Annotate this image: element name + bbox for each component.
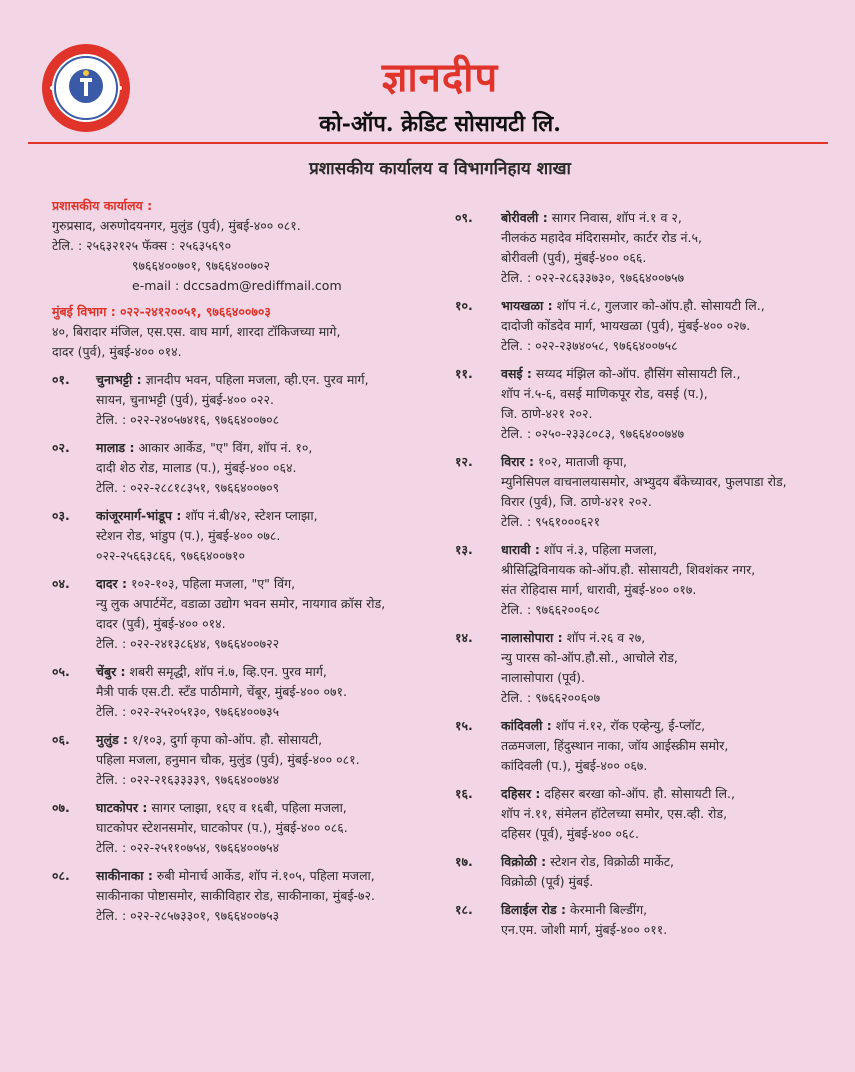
branch-address-line: [501, 540, 850, 560]
branch-number: १४.: [455, 630, 473, 645]
branch-address-text: दहिसर बरखा को-ऑप. हौ. सोसायटी लि.,: [544, 786, 735, 801]
admin-line: ९७६६४००७०१, ९७६६४००७०२: [132, 258, 270, 273]
branch-number: ०४.: [52, 576, 70, 591]
section-title: प्रशासकीय कार्यालय व विभागनिहाय शाखा: [309, 159, 571, 179]
branch-address-line: स्टेशन रोड, भांडुप (प.), मुंबई-४०० ०७८.: [96, 528, 281, 543]
branch-address-line: [501, 364, 850, 384]
branch-address-text: सागर प्लाझा, १६ए व १६बी, पहिला मजला,: [151, 800, 347, 815]
branch-address-text: सागर निवास, शॉप नं.१ व २,: [551, 210, 682, 225]
branch-entry: [455, 540, 850, 620]
branch-address-line: [501, 900, 850, 920]
branch-address-line: शॉप नं.५-६, वसई माणिकपूर रोड, वसई (प.),: [501, 386, 708, 401]
header-divider: [28, 142, 828, 144]
branch-address-line: टेलि. : ०२२-२८८१८३५१, ९७६६४००७०९: [96, 480, 280, 495]
branch-address-line: टेलि. : ०२२-२८५७३३०१, ९७६६४००७५३: [96, 908, 280, 923]
branch-address-line: [501, 628, 850, 648]
branch-entry: [52, 506, 442, 566]
branch-address-line: [96, 866, 442, 886]
branch-name: बोरीवली :: [501, 210, 548, 225]
mumbai-line: दादर (पुर्व), मुंबई-४०० ०१४.: [52, 344, 182, 359]
branch-address-text: सय्यद मंझिल को-ऑप. हौसिंग सोसायटी लि.,: [535, 366, 741, 381]
branch-address-text: १०२, माताजी कृपा,: [538, 454, 627, 469]
branch-entry: [455, 900, 850, 940]
society-seal-logo: [40, 42, 132, 134]
branch-address-line: टेलि. : ९५६१०००६२१: [501, 514, 601, 529]
branch-number: १७.: [455, 854, 473, 869]
branch-entry: [52, 370, 442, 430]
branch-address-text: शॉप नं.बी/४२, स्टेशन प्लाझा,: [185, 508, 318, 523]
mumbai-division-heading: मुंबई विभाग : ०२२-२४१२००५१, ९७६६४००७०३: [52, 304, 271, 319]
branch-address-line: टेलि. : ०२२-२४१३८६४४, ९७६६४००७२२: [96, 636, 280, 651]
branch-address: [501, 208, 850, 288]
branch-address-line: [501, 784, 850, 804]
page-title: ज्ञानदीप: [381, 54, 499, 101]
branch-address-text: स्टेशन रोड, विक्रोळी मार्केट,: [550, 854, 674, 869]
branch-number: १५.: [455, 718, 473, 733]
branch-name: चुनाभट्टी :: [96, 372, 142, 387]
branch-address-line: संत रोहिदास मार्ग, धारावी, मुंबई-४०० ०१७.: [501, 582, 697, 597]
branch-address: [96, 662, 442, 722]
branch-number: ०१.: [52, 372, 70, 387]
branch-entry: [52, 866, 442, 926]
branch-number: ०६.: [52, 732, 70, 747]
left-branch-list: [52, 370, 442, 926]
branch-address-line: नीलकंठ महादेव मंदिरासमोर, कार्टर रोड नं.५,: [501, 230, 702, 245]
branch-address: [501, 628, 850, 708]
branch-entry: [455, 784, 850, 844]
branch-address: [501, 852, 850, 892]
branch-number: ०३.: [52, 508, 70, 523]
branch-address-line: टेलि. : ०२२-२१६३३३३९, ९७६६४००७४४: [96, 772, 280, 787]
branch-address: [501, 364, 850, 444]
branch-address-line: मैत्री पार्क एस.टी. स्टँड पाठीमागे, चेंबूर, मुंबई-४०० ०७१.: [96, 684, 348, 699]
branch-address: [96, 730, 442, 790]
branch-address-line: [96, 662, 442, 682]
branch-entry: [52, 662, 442, 722]
branch-address-text: आकार आर्केड, "ए" विंग, शॉप नं. १०,: [138, 440, 313, 455]
branch-address-line: नालासोपारा (पूर्व).: [501, 670, 586, 685]
branch-address: [96, 866, 442, 926]
branch-entry: [455, 208, 850, 288]
branch-address-line: न्यु लुक अपार्टमेंट, वडाळा उद्योग भवन समोर, नायगाव क्रॉस रोड,: [96, 596, 386, 611]
branch-address-text: १०२-१०३, पहिला मजला, "ए" विंग,: [130, 576, 296, 591]
branch-address-text: शॉप नं.८, गुलजार को-ऑप.हौ. सोसायटी लि.,: [556, 298, 765, 313]
branch-entry: [455, 452, 850, 532]
branch-address-line: [96, 574, 442, 594]
branch-address-line: तळमजला, हिंदुस्थान नाका, जॉय आईस्क्रीम समोर,: [501, 738, 729, 753]
branch-address-line: म्युनिसिपल वाचनालयासमोर, अभ्युदय बँकेच्यावर, फुलपाडा रोड,: [501, 474, 787, 489]
branch-address-line: बोरीवली (पुर्व), मुंबई-४०० ०६६.: [501, 250, 647, 265]
branch-address-line: टेलि. : ०२२-२८६३३७३०, ९७६६४००७५७: [501, 270, 685, 285]
left-column: [52, 196, 442, 926]
branch-address-line: टेलि. : ०२२-२३७४०५८, ९७६६४००७५८: [501, 338, 678, 353]
branch-address-line: टेलि. : ९७६६२००६०८: [501, 602, 601, 617]
branch-entry: [455, 364, 850, 444]
branch-name: वसई :: [501, 366, 532, 381]
branch-address-line: जि. ठाणे-४२१ २०२.: [501, 406, 593, 421]
branch-number: ०२.: [52, 440, 70, 455]
branch-number: १०.: [455, 298, 473, 313]
branch-address-line: [501, 296, 850, 316]
right-column: [455, 200, 850, 940]
branch-entry: [52, 438, 442, 498]
branch-entry: [52, 574, 442, 654]
branch-address: [501, 784, 850, 844]
admin-line: टेलि. : २५६३२१२५ फॅक्स : २५६३५६९०: [52, 238, 232, 253]
branch-name: दहिसर :: [501, 786, 541, 801]
branch-address: [96, 574, 442, 654]
branch-address-line: ०२२-२५६६३८६६, ९७६६४००७१०: [96, 548, 245, 563]
branch-entry: [455, 852, 850, 892]
branch-address-line: दादोजी कोंडदेव मार्ग, भायखळा (पुर्व), मुंबई-४०० ०२७.: [501, 318, 751, 333]
branch-name: धारावी :: [501, 542, 540, 557]
branch-address-line: टेलि. : ०२५०-२३३८०८३, ९७६६४००७४७: [501, 426, 685, 441]
branch-address-line: [501, 716, 850, 736]
branch-number: १२.: [455, 454, 473, 469]
branch-address: [501, 540, 850, 620]
branch-name: मालाड :: [96, 440, 135, 455]
branch-address: [96, 798, 442, 858]
branch-address-line: दादी शेठ रोड, मालाड (प.), मुंबई-४०० ०६४.: [96, 460, 297, 475]
branch-address-line: घाटकोपर स्टेशनसमोर, घाटकोपर (प.), मुंबई-४०० ०८६.: [96, 820, 348, 835]
branch-address-text: ज्ञानदीप भवन, पहिला मजला, व्ही.एन. पुरव मार्ग,: [145, 372, 369, 387]
branch-address-line: सायन, चुनाभट्टी (पुर्व), मुंबई-४०० ०२२.: [96, 392, 275, 407]
branch-address: [96, 506, 442, 566]
branch-entry: [455, 716, 850, 776]
branch-name: नालासोपारा :: [501, 630, 563, 645]
branch-number: ११.: [455, 366, 473, 381]
branch-address-line: [501, 208, 850, 228]
branch-name: साकीनाका :: [96, 868, 153, 883]
branch-address-line: टेलि. : ०२२-२४०५७४१६, ९७६६४००७०८: [96, 412, 280, 427]
admin-line: गुरुप्रसाद, अरुणोदयनगर, मुलुंड (पुर्व), मुंबई-४०० ०८१.: [52, 218, 301, 233]
branch-name: चेंबुर :: [96, 664, 126, 679]
branch-address-line: शॉप नं.११, संमेलन हॉटेलच्या समोर, एस.व्ही. रोड,: [501, 806, 728, 821]
branch-address-line: टेलि. : ०२२-२५११०७५४, ९७६६४००७५४: [96, 840, 280, 855]
branch-number: १३.: [455, 542, 473, 557]
branch-address: [96, 438, 442, 498]
branch-address-text: शॉप नं.२६ व २७,: [566, 630, 646, 645]
branch-address: [501, 900, 850, 940]
branch-address-line: टेलि. : ९७६६२००६०७: [501, 690, 601, 705]
branch-address-line: [96, 798, 442, 818]
branch-address-line: एन.एम. जोशी मार्ग, मुंबई-४०० ०११.: [501, 922, 668, 937]
branch-address-line: न्यु पारस को-ऑप.हौ.सो., आचोले रोड,: [501, 650, 678, 665]
branch-number: ०७.: [52, 800, 70, 815]
right-branch-list: [455, 208, 850, 940]
admin-office-heading: प्रशासकीय कार्यालय :: [52, 198, 153, 213]
branch-number: १८.: [455, 902, 473, 917]
branch-address-text: रुबी मोनार्च आर्केड, शॉप नं.१०५, पहिला मजला,: [156, 868, 375, 883]
branch-name: विक्रोळी :: [501, 854, 547, 869]
branch-address-line: विरार (पुर्व), जि. ठाणे-४२१ २०२.: [501, 494, 652, 509]
branch-address-line: साकीनाका पोष्टासमोर, साकीविहार रोड, साकीनाका, मुंबई-७२.: [96, 888, 375, 903]
branch-address-line: [96, 506, 442, 526]
branch-address-text: केरमानी बिल्डींग,: [569, 902, 648, 917]
branch-number: ०८.: [52, 868, 70, 883]
branch-name: मुलुंड :: [96, 732, 128, 747]
branch-number: ०५.: [52, 664, 70, 679]
branch-entry: [455, 296, 850, 356]
branch-entry: [455, 628, 850, 708]
branch-address-line: विक्रोळी (पूर्व) मुंबई.: [501, 874, 594, 889]
branch-number: १६.: [455, 786, 473, 801]
branch-address-text: शॉप नं.३, पहिला मजला,: [543, 542, 658, 557]
branch-address-line: पहिला मजला, हनुमान चौक, मुलुंड (पुर्व), मुंबई-४०० ०८१.: [96, 752, 360, 767]
branch-name: दादर :: [96, 576, 127, 591]
branch-address-line: [96, 438, 442, 458]
branch-name: कांजूरमार्ग-भांडूप :: [96, 508, 182, 523]
branch-address-line: दहिसर (पूर्व), मुंबई-४०० ०६८.: [501, 826, 640, 841]
branch-name: डिलाईल रोड :: [501, 902, 566, 917]
branch-address-line: [96, 730, 442, 750]
branch-address-line: कांदिवली (प.), मुंबई-४०० ०६७.: [501, 758, 648, 773]
branch-address-line: टेलि. : ०२२-२५२०५१३०, ९७६६४००७३५: [96, 704, 280, 719]
branch-address-line: [501, 452, 850, 472]
branch-address-text: १/१०३, दुर्गा कृपा को-ऑप. हौ. सोसायटी,: [131, 732, 323, 747]
branch-name: भायखळा :: [501, 298, 553, 313]
branch-address: [501, 296, 850, 356]
branch-name: घाटकोपर :: [96, 800, 148, 815]
branch-address-line: दादर (पुर्व), मुंबई-४०० ०१४.: [96, 616, 226, 631]
admin-email: e-mail : dccsadm@rediffmail.com: [132, 278, 342, 293]
branch-address-line: श्रीसिद्धिविनायक को-ऑप.हौ. सोसायटी, शिवशंकर नगर,: [501, 562, 756, 577]
branch-address: [96, 370, 442, 430]
branch-address-text: शबरी समृद्धी, शॉप नं.७, व्हि.एन. पुरव मार्ग,: [129, 664, 327, 679]
branch-address-line: [501, 852, 850, 872]
branch-entry: [52, 730, 442, 790]
mumbai-line: ४०, बिरादार मंजिल, एस.एस. वाघ मार्ग, शारदा टॉकिजच्या मागे,: [52, 324, 341, 339]
branch-name: विरार :: [501, 454, 535, 469]
branch-number: ०९.: [455, 210, 473, 225]
branch-address-text: शॉप नं.१२, रॉक एव्हेन्यु, ई-प्लॉट,: [555, 718, 706, 733]
branch-name: कांदिवली :: [501, 718, 552, 733]
branch-address-line: [96, 370, 442, 390]
branch-entry: [52, 798, 442, 858]
branch-address: [501, 716, 850, 776]
branch-address: [501, 452, 850, 532]
page-subtitle: को-ऑप. क्रेडिट सोसायटी लि.: [319, 111, 561, 137]
